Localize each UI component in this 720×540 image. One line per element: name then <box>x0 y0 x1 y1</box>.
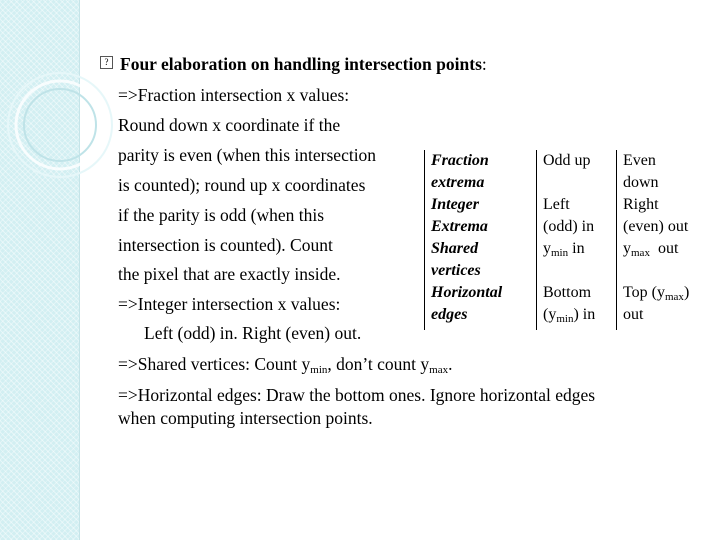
table-row-headers <box>431 150 502 326</box>
table-cell: down <box>623 174 659 191</box>
horizontal-edges-line: =>Horizontal edges: Draw the bottom ones. Ignore horizontal edges <box>118 385 596 405</box>
table-column <box>543 150 595 326</box>
subscript-min: min <box>310 364 328 376</box>
row-header: extrema <box>431 174 485 191</box>
table-cell: Odd up <box>543 152 591 169</box>
table-cell: Even <box>623 152 656 169</box>
fraction-line: Round down x coordinate if the <box>118 115 341 135</box>
table-divider <box>424 150 425 330</box>
row-header: edges <box>431 306 468 323</box>
subscript-max: max <box>429 364 449 376</box>
row-header: Extrema <box>431 218 488 235</box>
table-cell-empty <box>543 172 595 194</box>
table-cell: Right <box>623 196 659 213</box>
table-column <box>623 150 689 326</box>
bullet-marker-icon: ? <box>100 56 113 69</box>
row-header: Shared <box>431 240 479 257</box>
shared-text: , don’t count y <box>327 354 430 374</box>
table-cell: Top $(y_{max})$ <box>623 284 690 303</box>
table-cell: Left <box>543 196 570 213</box>
table-cell: (odd) in <box>543 218 595 235</box>
table-cell: Bottom <box>543 284 592 301</box>
table-cell: (even) out <box>623 218 689 235</box>
heading-colon: : <box>481 54 487 74</box>
table-cell: $y_{max}$ out <box>623 240 679 259</box>
heading-text: Four elaboration on handling intersection points <box>120 54 482 74</box>
table-divider <box>616 150 617 330</box>
fraction-line: if the parity is odd (when this <box>118 205 325 225</box>
shared-text: =>Shared vertices: Count y <box>118 354 311 374</box>
table-cell: out <box>623 306 644 323</box>
fraction-line: parity is even (when this intersection <box>118 145 377 165</box>
row-header: Fraction <box>431 152 489 169</box>
fraction-line: intersection is counted). Count <box>118 235 333 255</box>
table-divider <box>536 150 537 330</box>
shared-text: . <box>448 354 453 374</box>
table-cell: $(y_{min})$ in <box>543 306 596 325</box>
row-header: Horizontal <box>431 284 503 301</box>
fraction-line: the pixel that are exactly inside. <box>118 264 341 284</box>
fraction-intro: =>Fraction intersection x values: <box>118 85 350 105</box>
row-header: Integer <box>431 196 479 213</box>
bullet-heading <box>120 54 487 74</box>
fraction-line: is counted); round up x coordinates <box>118 175 366 195</box>
integer-line: Left (odd) in. Right (even) out. <box>144 323 362 343</box>
row-header: vertices <box>431 262 481 279</box>
shared-vertices-line <box>118 354 453 374</box>
table-cell: $y_{min}$ in <box>543 240 585 259</box>
integer-intro: =>Integer intersection x values: <box>118 294 341 314</box>
horizontal-edges-line: when computing intersection points. <box>118 408 373 428</box>
